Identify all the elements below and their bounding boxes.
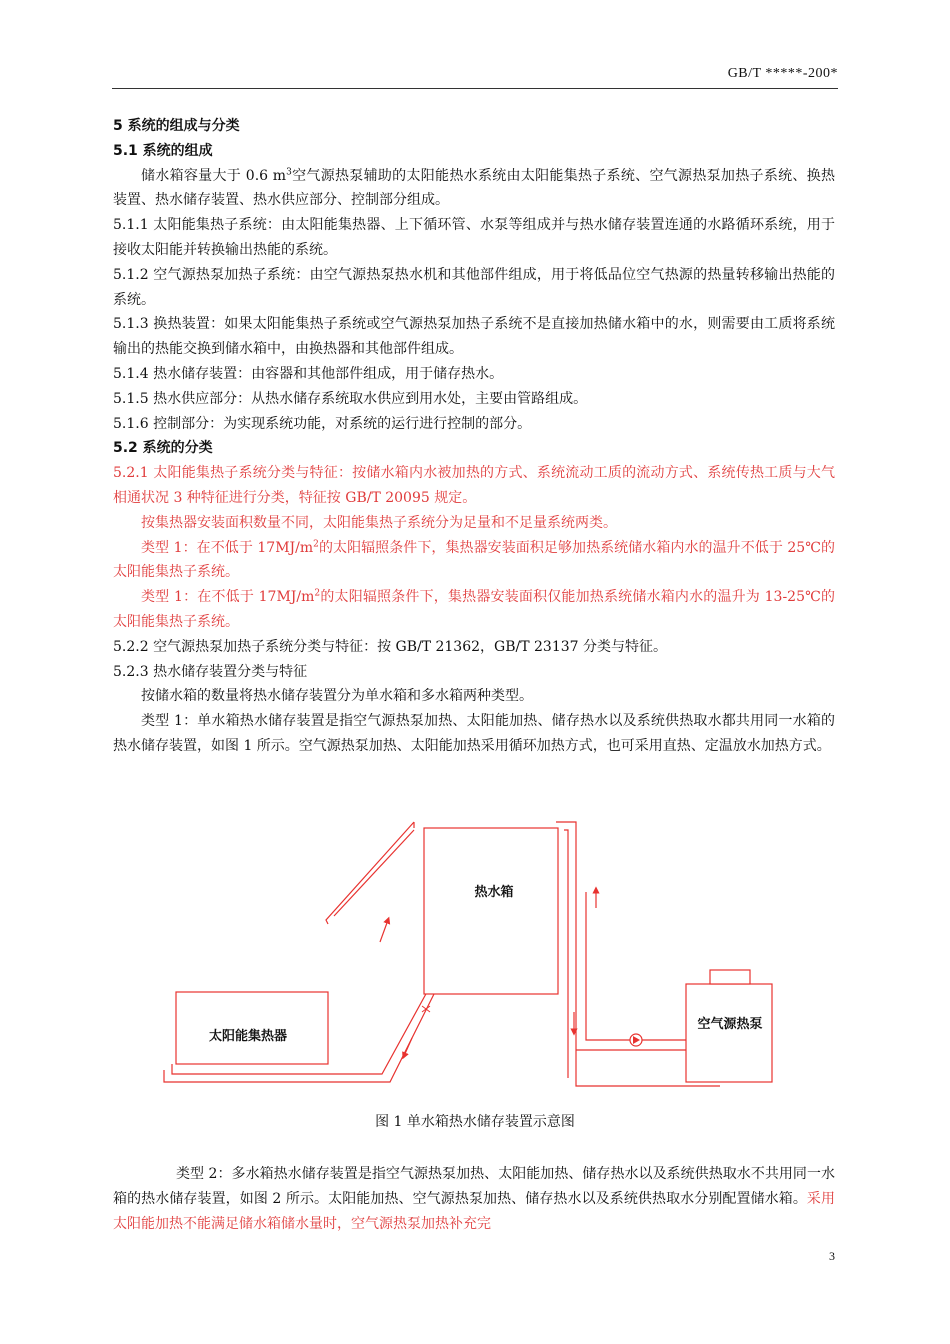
clause-5-2-3-intro: 按储水箱的数量将热水储存装置分为单水箱和多水箱两种类型。 [141,688,533,705]
type1b-superscript: 2 [314,588,321,599]
clause-5-1-2: 5.1.2 空气源热泵加热子系统：由空气源热泵热水机和其他部件组成，用于将低品位空气热源的热量转移输出热能的系统。 [113,266,835,308]
heatpump-supply-pipe [586,892,686,1040]
collector-label: 太阳能集热器 [208,1029,288,1044]
figure-caption: 图 1 单水箱热水储存装置示意图 [375,1114,575,1130]
collector-upper-pipe-outer [326,822,414,924]
type1b-text-a: 类型 1：在不低于 17MJ/m [141,589,315,606]
intro-paragraph [113,164,835,214]
heat-pump-top [710,970,750,984]
clause-5-1-1: 5.1.1 太阳能集热子系统：由太阳能集热器、上下循环管、水泵等组成并与热水储存装置连通的水路循环系统，用于接收太阳能并转换输出热能的系统。 [113,217,835,258]
type1a-superscript: 2 [313,538,319,549]
flow-arrow-down-return [404,1038,412,1056]
clause-type1-sufficient [113,536,835,586]
type1b-text-b: 的太阳辐照条件下，集热器安装面积仅能加热系统储水箱内水的温升为 13-25℃的太阳能集热子系统。 [113,589,836,630]
section-5-2-heading: 5.2 系统的分类 [113,440,213,457]
section-5-1-heading: 5.1 系统的组成 [113,142,213,159]
clause-5-1-3: 5.1.3 换热装置：如果太阳能集热子系统或空气源热泵加热子系统不是直接加热储水箱中的水，则需要由工质将系统输出的热能交换到储水箱中，由换热器和其他部件组成。 [113,316,835,358]
clause-5-1-5: 5.1.5 热水供应部分：从热水储存系统取水供应到用水处，主要由管路组成。 [113,390,588,407]
intro-text-a: 储水箱容量大于 0.6 m [141,167,287,184]
clause-5-2-3: 5.2.3 热水储存装置分类与特征 [113,663,308,680]
heatpump-label: 空气源热泵 [697,1017,763,1032]
clause-5-2-3-type1: 类型 1：单水箱热水储存装置是指空气源热泵加热、太阳能加热、储存热水以及系统供热取水都共用同一水箱的热水储存装置，如图 1 所示。空气源热泵加热、太阳能加热采用循环加热方式，也可采用直热、定温放水加热方式。 [113,713,835,754]
clause-type1-insufficient [113,585,835,635]
tank-label: 热水箱 [474,885,514,900]
standard-code: GB/T *****-200* [727,66,838,81]
document-body [113,114,835,759]
intro-text-b: 空气源热泵辅助的太阳能热水系统由太阳能集热子系统、空气源热泵加热子系统、换热装置、热水储存装置、热水供应部分、控制部分组成。 [113,167,835,209]
page-number: 3 [829,1249,835,1263]
collector-upper-pipe-inner [334,830,414,916]
intro-superscript: 3 [286,166,292,177]
type2-text: 类型 2：多水箱热水储存装置是指空气源热泵加热、太阳能加热、储存热水以及系统供热取水不共用同一水箱的热水储存装置，如图 2 所示。太阳能加热、空气源热泵加热、储存热水以及系统供热取水分别配置储水箱。 [113,1166,835,1207]
flow-arrow-up-collector [380,920,388,942]
type1a-text-b: 的太阳辐照条件下，集热器安装面积足够加热系统储水箱内水的温升不低于 25℃的太阳能集热子系统。 [113,539,835,581]
clause-5-1-6: 5.1.6 控制部分：为实现系统功能，对系统的运行进行控制的部分。 [113,415,532,432]
single-tank-diagram [150,812,790,1102]
header-rule [112,88,838,89]
clause-5-1-4: 5.1.4 热水储存装置：由容器和其他部件组成，用于储存热水。 [113,365,504,382]
solar-collector [176,992,328,1064]
section-5-heading: 5 系统的组成与分类 [113,118,240,134]
clause-5-2-1-quantity: 按集热器安装面积数量不同，太阳能集热子系统分为足量和不足量系统两类。 [141,514,617,531]
type1a-text-a: 类型 1：在不低于 17MJ/m [141,539,314,556]
hot-water-tank [424,828,558,994]
clause-5-2-1: 5.2.1 太阳能集热子系统分类与特征：按储水箱内水被加热的方式、系统流动工质的流动方式、系统传热工质与大气相通状况 3 种特征进行分类，特征按 GB/T 20095 规定。 [113,465,835,506]
tank-right-pipe-inner [564,830,568,1078]
type2-red-text: 采用太阳能加热不能满足储水箱储水量时，空气源热泵加热补充完 [113,1191,836,1232]
air-source-heat-pump [686,984,772,1082]
clause-5-2-2: 5.2.2 空气源热泵加热子系统分类与特征：按 GB/T 21362，GB/T 23137 分类与特征。 [113,638,667,655]
clause-5-2-3-type2 [113,1162,835,1237]
